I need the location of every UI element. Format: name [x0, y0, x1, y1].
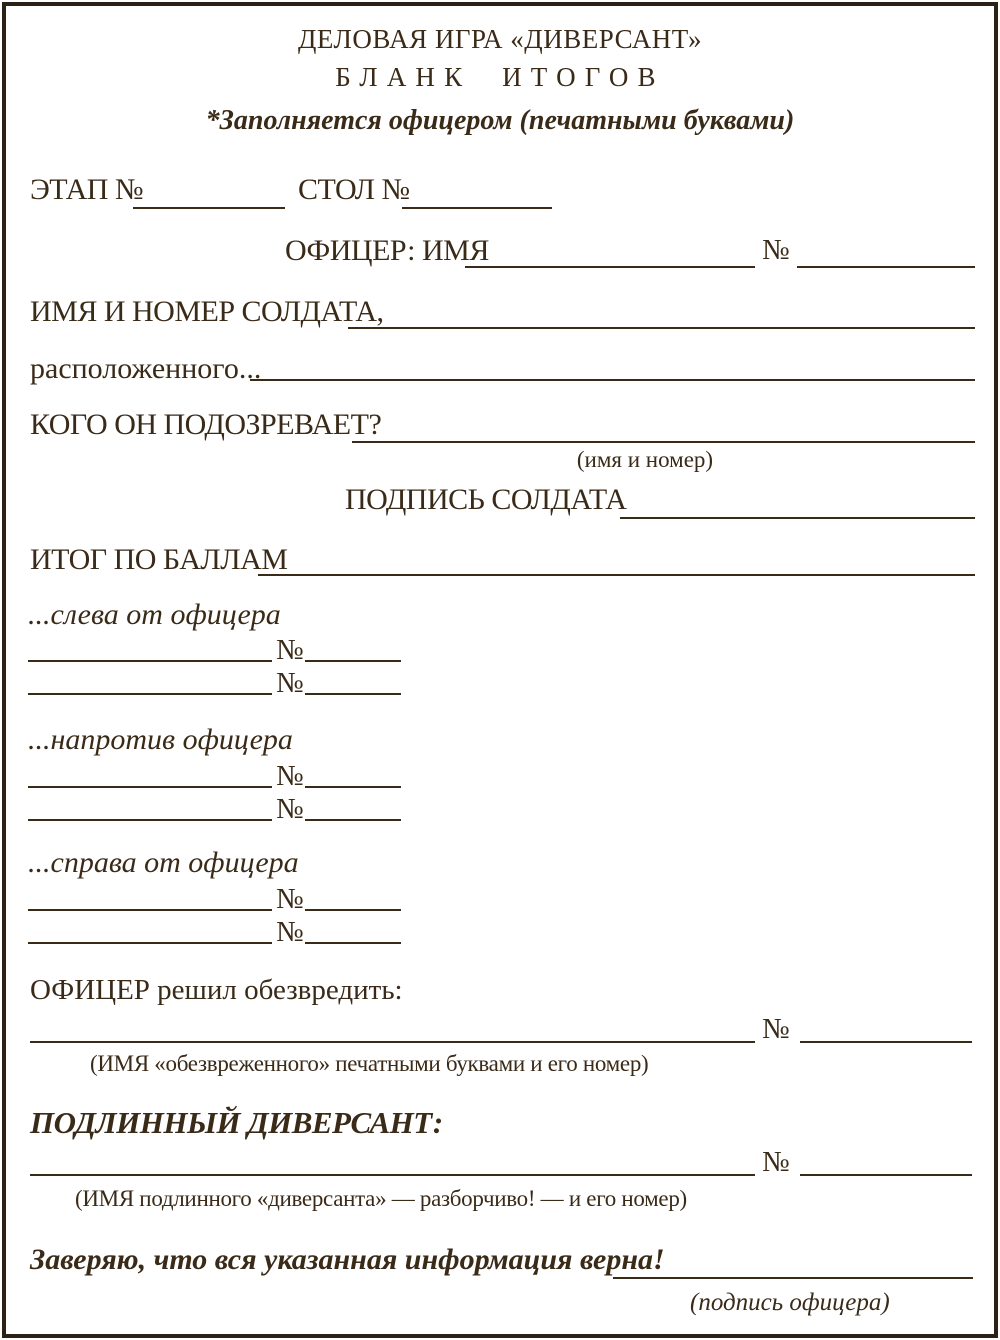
suspect-number-line	[305, 660, 401, 662]
suspect-name-line	[28, 660, 272, 662]
officer-name-line	[465, 266, 755, 268]
suspect-number-line	[305, 693, 401, 695]
numero-sign: №	[276, 634, 304, 666]
neutralize-caption: (ИМЯ «обезвреженного» печатными буквами и его номер)	[90, 1051, 649, 1076]
stage-number-line	[133, 207, 285, 209]
score-total-line	[258, 574, 975, 576]
suspect-name-line	[28, 786, 272, 788]
neutralize-number-line	[800, 1041, 972, 1043]
officer-numero-sign: №	[762, 234, 790, 266]
numero-sign: №	[276, 667, 304, 699]
table-number-line	[402, 207, 552, 209]
officer-number-line	[797, 266, 975, 268]
suspect-name-line	[28, 909, 272, 911]
numero-sign: №	[276, 883, 304, 915]
officer-name-label: ОФИЦЕР: ИМЯ	[285, 234, 489, 267]
soldier-name-line	[348, 327, 975, 329]
suspect-name-line	[28, 693, 272, 695]
suspects-label: КОГО ОН ПОДОЗРЕВАЕТ?	[30, 408, 382, 441]
certify-statement: Заверяю, что вся указанная информация верна!	[30, 1243, 665, 1276]
neutralize-name-line	[30, 1041, 755, 1043]
section-opposite-heading: ...напротив офицера	[28, 723, 293, 756]
score-total-label: ИТОГ ПО БАЛЛАМ	[30, 543, 288, 576]
suspects-hint: (имя и номер)	[576, 447, 714, 472]
numero-sign: №	[276, 760, 304, 792]
saboteur-name-line	[30, 1174, 755, 1176]
suspect-name-line	[28, 942, 272, 944]
numero-sign: №	[276, 916, 304, 948]
suspects-line	[352, 441, 975, 443]
suspect-number-line	[305, 786, 401, 788]
table-number-label: СТОЛ №	[298, 173, 410, 206]
soldier-name-label: ИМЯ И НОМЕР СОЛДАТА,	[30, 295, 384, 328]
suspect-number-line	[305, 819, 401, 821]
form-subtitle: БЛАНК ИТОГОВ	[335, 62, 665, 92]
saboteur-heading: ПОДЛИННЫЙ ДИВЕРСАНТ:	[30, 1105, 443, 1140]
section-right-heading: ...справа от офицера	[28, 846, 299, 879]
stage-number-label: ЭТАП №	[30, 173, 144, 206]
form-title: ДЕЛОВАЯ ИГРА «ДИВЕРСАНТ»	[297, 24, 703, 54]
located-line	[250, 379, 975, 381]
section-left-heading: ...слева от офицера	[28, 598, 281, 631]
saboteur-numero-sign: №	[762, 1146, 790, 1178]
officer-signature-line	[613, 1277, 973, 1279]
located-label: расположенного...	[30, 352, 262, 385]
officer-signature-caption: (подпись офицера)	[690, 1289, 890, 1316]
neutralize-numero-sign: №	[762, 1013, 790, 1045]
numero-sign: №	[276, 793, 304, 825]
saboteur-number-line	[800, 1174, 972, 1176]
suspect-name-line	[28, 819, 272, 821]
suspect-number-line	[305, 942, 401, 944]
soldier-signature-label: ПОДПИСЬ СОЛДАТА	[345, 483, 627, 516]
soldier-signature-line	[620, 517, 975, 519]
suspect-number-line	[305, 909, 401, 911]
neutralize-heading: ОФИЦЕР решил обезвредить:	[30, 974, 403, 1006]
saboteur-caption: (ИМЯ подлинного «диверсанта» — разборчиво! — и его номер)	[75, 1186, 687, 1211]
fill-instruction: *Заполняется офицером (печатными буквами)	[205, 105, 795, 136]
